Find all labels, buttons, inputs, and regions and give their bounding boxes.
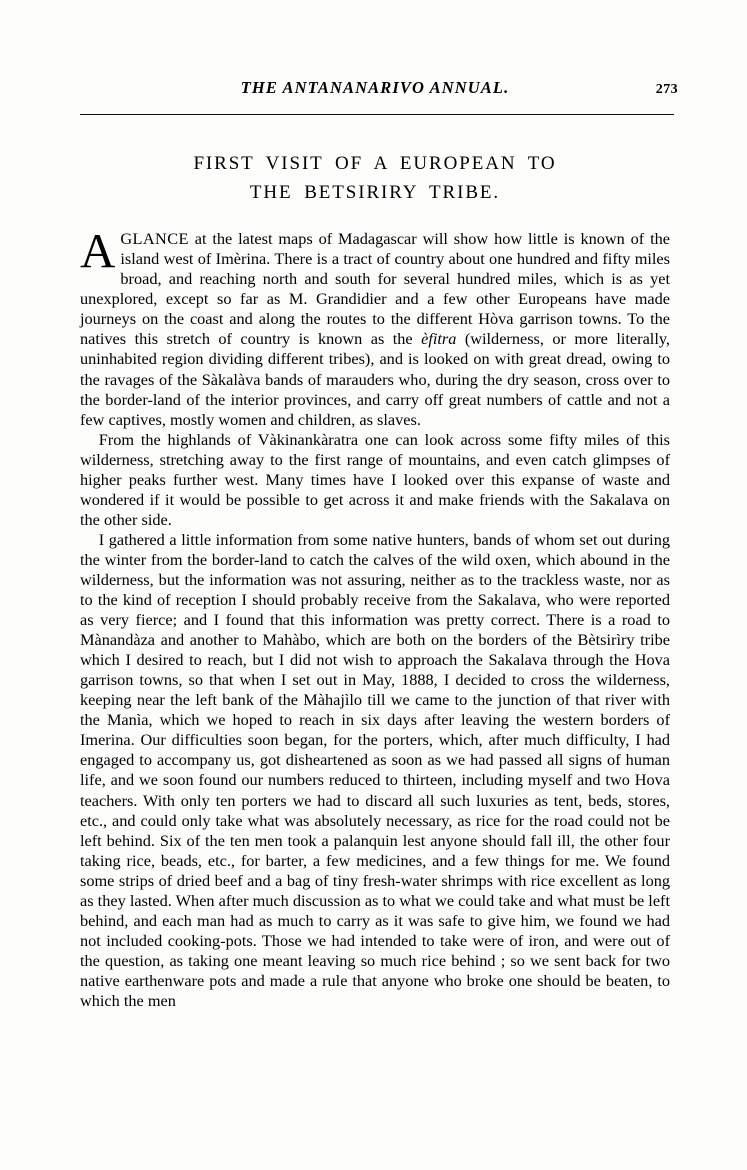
article-body — [80, 223, 670, 1011]
paragraph-2: From the highlands of Vàkinankàratra one can look across some fifty miles of this wilderness, stretching away to the first range of mountains, and even catch glimpses of higher peaks further west. Many times have I looked over this expanse of waste and wondered if it would be possible to get across it and make friends with the Sakalava on the other side. — [80, 429, 670, 529]
page-number: 273 — [655, 82, 678, 97]
drop-cap-initial: A — [80, 223, 116, 279]
opening-small-caps: GLANCE — [120, 229, 189, 249]
vernacular-term-efitra: èfitra — [421, 329, 457, 349]
article-title-line-1: FIRST VISIT OF A EUROPEAN TO — [193, 153, 557, 174]
paragraph-1 — [80, 223, 670, 429]
article-title-line-2: THE BETSIRIRY TRIBE. — [249, 181, 501, 203]
article-title — [80, 150, 670, 208]
paragraph-1-text-a: at the latest maps of Madagascar will show how little is known of the island west of Imèrina. There is a tract of country about one hundred and fifty miles broad, and reaching north and south for several hundred miles, which is as yet unexplored, except so far as M. Grandidier and a few other Europeans have made journeys on the coast and along the routes to the different Hòva garrison towns. To the natives this stretch of country is known as the — [80, 229, 670, 349]
header-rule — [80, 114, 674, 115]
running-head — [80, 78, 678, 124]
page-content-column — [80, 0, 678, 1011]
paragraph-3: I gathered a little information from some native hunters, bands of whom set out during the winter from the border-land to catch the calves of the wild oxen, which abound in the wilderness, but the information was not assuring, neither as to the trackless waste, nor as to the kind of reception I should probably receive from the Sakalava, who were reported as very fierce; and I found that this information was pretty correct. There is a road to Mànandàza and another to Mahàbo, which are both on the borders of the Bètsirìry tribe which I desired to reach, but I did not wish to approach the Sakalava through the Hova garrison towns, so that when I set out in May, 1888, I decided to cross the wilderness, keeping near the left bank of the Màhajìlo till we came to the junction of that river with the Manìa, which we hoped to reach in six days after leaving the western borders of Imerina. Our difficulties soon began, for the porters, which, after much difficulty, I had engaged to accompany us, got disheartened as soon as we had passed all signs of human life, and we soon found our numbers reduced to thirteen, including myself and two Hova teachers. With only ten porters we had to discard all such luxuries as tent, beds, stores, etc., and could only take what was absolutely necessary, as rice for the road could not be left behind. Six of the ten men took a palanquin lest anyone should fall ill, the other four taking rice, beads, etc., for barter, a few medicines, and a few things for me. We found some strips of dried beef and a bag of tiny fresh-water shrimps with rice excellent as long as they lasted. When after much discussion as to what we could take and what must be left behind, and each man had as much to carry as it was safe to give him, we found we had not included cooking-pots. Those we had intended to take were of iron, and were out of the question, as taking one meant leaving so much rice behind ; so we sent back for two native earthenware pots and made a rule that anyone who broke one should be beaten, to which the men — [80, 529, 670, 1010]
paragraph-1-text-b: (wilderness, or more literally, uninhabited region dividing different tribes), and is looked on with great dread, owing to the ravages of the Sàkalàva bands of marauders who, during the dry season, cross over to the border-land of the interior provinces, and carry off great numbers of cattle and not a few captives, mostly women and children, as slaves. — [80, 329, 670, 429]
running-head-title: THE ANTANANARIVO ANNUAL. — [240, 78, 510, 97]
